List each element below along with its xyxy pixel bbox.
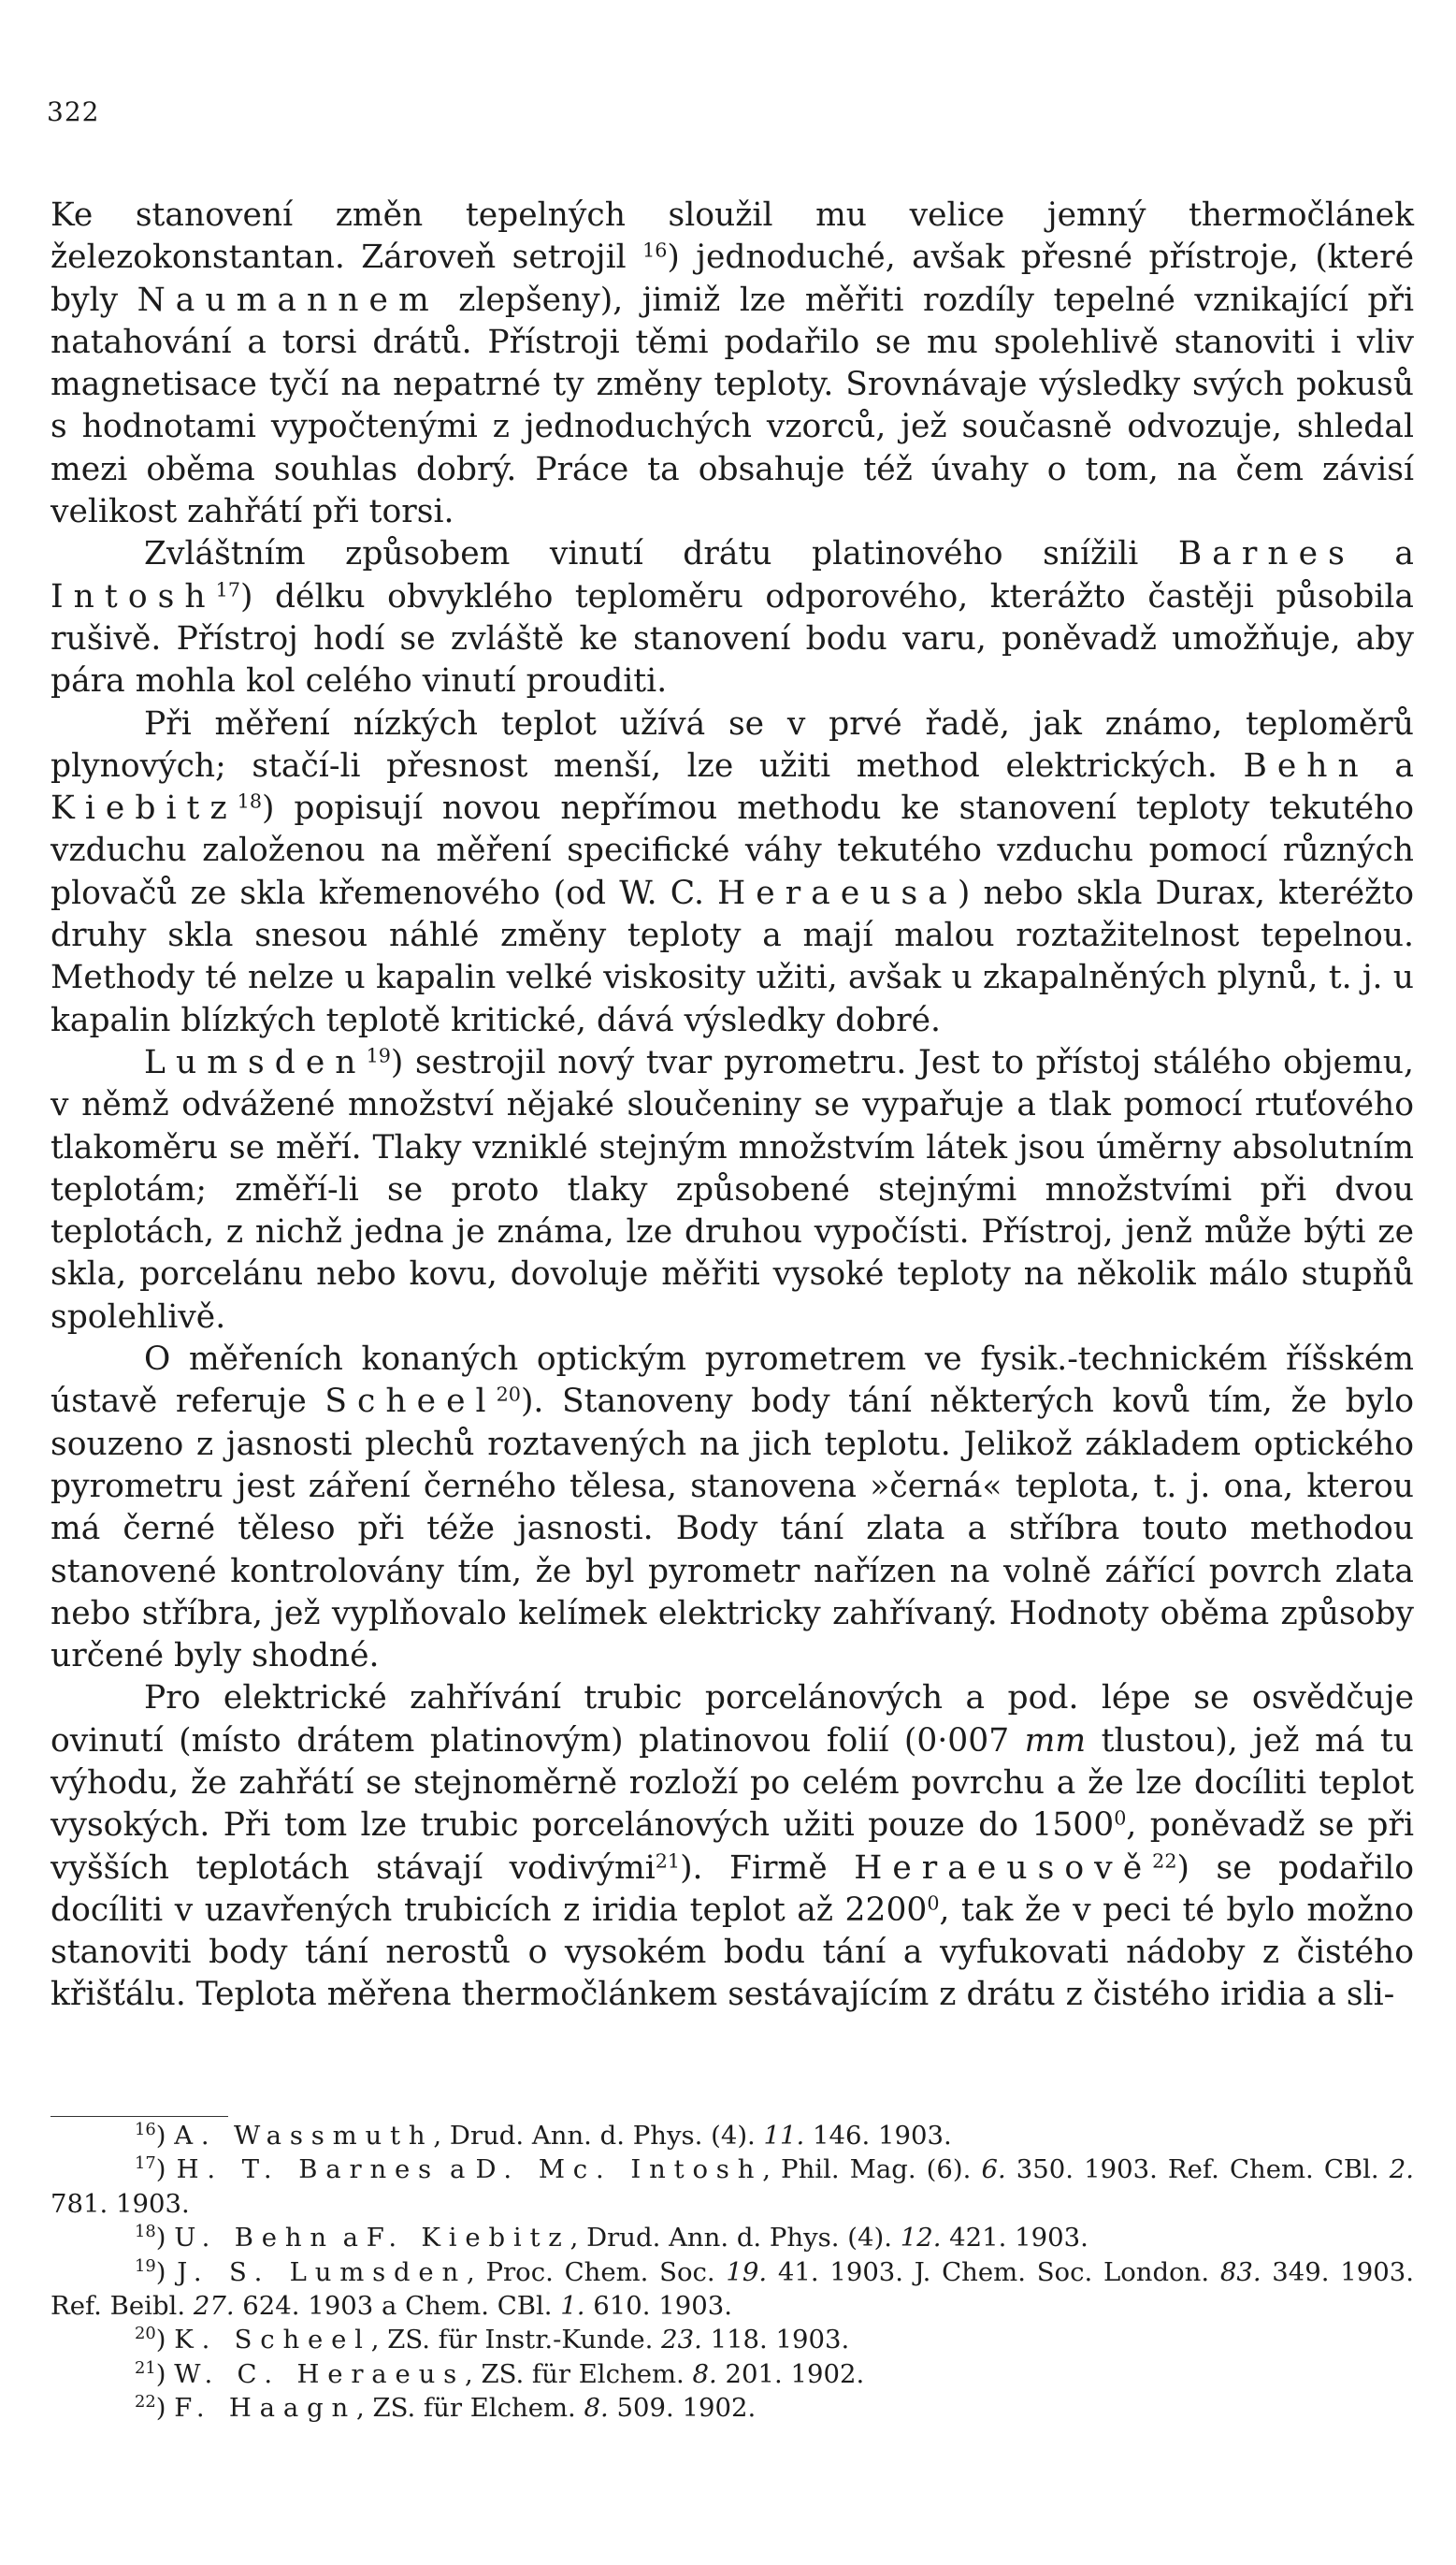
text-run: a (334, 2223, 367, 2253)
text-run: ) (155, 2358, 175, 2389)
italic-text: 27. (193, 2291, 235, 2322)
text-run: a (439, 2154, 476, 2185)
text-run: ) jednoduché, avšak přesné přístroje, (které byly (50, 239, 1414, 319)
author-name: F. Kiebitz (366, 2223, 570, 2253)
text-run: ) (155, 2121, 175, 2151)
body-text (50, 195, 1414, 2017)
text-run: 610. 1903. (584, 2291, 732, 2322)
footnote (50, 2221, 1414, 2254)
author-name: Naumannem (137, 281, 440, 319)
footnote-divider (50, 2116, 228, 2117)
author-name: D. Mc. Intosh (475, 2154, 763, 2185)
footnote (50, 2119, 1414, 2152)
italic-text: 19. (726, 2256, 768, 2287)
italic-text: 1. (560, 2291, 585, 2322)
text-run: ). Stanoveny body tání některých kovů tím, že bylo souzeno z jasnosti plechů roztavených na jich teplotu. Jelikož základem optického pyrometru jest záření černého tělesa, stanovena »černá« teplota, t. j. ona, kterou má černé těleso při téže jasnosti. Body tání zlata a stříbra touto methodou stanovené kontrolovány tím, že byl pyrometr nařízen na volně zářící povrch zlata nebo stříbra, jež vyplňovalo kelímek elektricky zahřívaný. Hodnoty oběma způsoby určené byly shodné. (50, 1383, 1414, 1675)
author-name: K. Scheel (174, 2325, 371, 2355)
reference-number: 21 (135, 2358, 156, 2379)
text-run: ) se podařilo docíliti v uzavřených trubicích z iridia teplot až 2200 (50, 1848, 1414, 1929)
italic-text: mm (1024, 1721, 1087, 1760)
italic-text: 8. (584, 2393, 609, 2424)
text-run: , tak že v peci té bylo možno stanoviti body tání nerostů o vysokém bodu tání a vyfukovati nádoby z čistého křišťálu. Teplota měřena thermočlánkem sestávajícím z drátu z čistého iridia a sli- (50, 1891, 1414, 2014)
author-name: H. T. Barnes (176, 2154, 440, 2185)
reference-number: 22 (135, 2392, 156, 2413)
text-run: ) (155, 2256, 178, 2287)
author-name: Lumsden (144, 1043, 367, 1081)
text-run: Ke stanovení změn tepelných sloužil mu velice jemný thermočlánek železokonstantan. Zároveň setrojil (50, 196, 1414, 277)
italic-text: 6. (981, 2154, 1006, 2185)
text-run: , Phil. Mag. (6). (762, 2154, 982, 2185)
text-run: ) (155, 2325, 175, 2355)
reference-number: 20 (496, 1383, 521, 1406)
text-run: , Drud. Ann. d. Phys. (4). (433, 2121, 764, 2151)
text-run: ). Firmě (680, 1848, 855, 1887)
footnote (50, 2357, 1414, 2391)
text-run: , ZS. für Elchem. (356, 2393, 584, 2424)
text-run: 624. 1903 a Chem. CBl. (234, 2291, 561, 2322)
italic-text: 23. (661, 2325, 702, 2355)
text-run: Pro elektrické zahřívání trubic porcelánových a pod. lépe se osvědčuje ovinutí (místo drátem platinovým) platinovou folií (0·007 (50, 1679, 1414, 1760)
text-run: , ZS. für Elchem. (465, 2358, 693, 2389)
reference-number: 17 (215, 578, 240, 601)
reference-number: 0 (1114, 1806, 1127, 1830)
italic-text: 8. (692, 2358, 717, 2389)
text-run: 201. 1902. (716, 2358, 865, 2389)
author-name: F. Haagn (174, 2393, 356, 2424)
footnotes (50, 2119, 1414, 2426)
reference-number: 19 (366, 1044, 391, 1067)
footnote (50, 2152, 1414, 2221)
paragraph (50, 703, 1414, 1042)
text-run: , Proc. Chem. Soc. (467, 2256, 727, 2287)
text-run: tlustou), jež má tu výhodu, že zahřátí se stejnoměrně rozloží po celém povrchu a že lze docíliti teplot vysokých. Při tom lze trubic porcelánových užiti pouze do 1500 (50, 1721, 1414, 1845)
text-run: Při měření nízkých teplot užívá se v prvé řadě, jak známo, teploměrů plynových; stačí-li přesnost menší, lze užiti method elektrických. (50, 704, 1414, 785)
text-run: ) délku obvyklého teploměru odporového, kterážto častěji působila rušivě. Přístroj hodí se zvláště ke stanovení bodu varu, poněvadž umožňuje, aby pára mohla kol celého vinutí prouditi. (50, 577, 1414, 701)
text-run: ) (155, 2154, 177, 2185)
paragraph (50, 1042, 1414, 1339)
text-run: Zvláštním způsobem vinutí drátu platinového snížili (144, 535, 1178, 573)
page-number: 322 (47, 96, 100, 127)
text-run: 350. 1903. Ref. Chem. CBl. (1005, 2154, 1390, 2185)
author-name: W. C. Heraeus (174, 2358, 465, 2389)
text-run: 781. 1903. (50, 2188, 190, 2219)
text-run: 509. 1902. (608, 2393, 757, 2424)
author-name: Heraeusa (717, 874, 958, 912)
author-name: Behn (1243, 746, 1369, 785)
text-run: 349. 1903. Ref. Beibl. (50, 2256, 1414, 2322)
reference-number: 19 (135, 2255, 156, 2276)
text-run: ) (155, 2393, 175, 2424)
reference-number: 20 (135, 2324, 156, 2344)
footnote (50, 2391, 1414, 2425)
text-run: a (1368, 746, 1414, 785)
reference-number: 22 (1152, 1849, 1177, 1873)
paragraph (50, 1677, 1414, 2016)
text-run: 421. 1903. (941, 2223, 1088, 2253)
italic-text: 12. (900, 2223, 942, 2253)
text-run: ) sestrojil nový tvar pyrometru. Jest to přístoj stálého objemu, v němž odvážené množství nějaké sloučeniny se vypařuje a tlak pomocí rtuťového tlakoměru se měří. Tlaky vzniklé stejným množstvím látek jsou úměrny absolutním teplotám; změří-li se proto tlaky způsobené stejnými množstvími při dvou teplotách, z nichž jedna je známa, lze druhou vypočísti. Přístroj, jenž může býti ze skla, porcelánu nebo kovu, dovoluje měřiti vysoké teploty na několik málo stupňů spolehlivě. (50, 1043, 1414, 1336)
author-name: U. Behn (174, 2223, 335, 2253)
author-name: Scheel (324, 1383, 497, 1421)
text-run: 118. 1903. (701, 2325, 850, 2355)
footnote (50, 2323, 1414, 2356)
reference-number: 17 (135, 2153, 156, 2174)
author-name: A. Wassmuth (174, 2121, 434, 2151)
text-run: ) (155, 2223, 175, 2253)
reference-number: 21 (655, 1849, 681, 1873)
author-name: Barnes (1177, 535, 1355, 573)
text-run: 41. 1903. J. Chem. Soc. London. (767, 2256, 1220, 2287)
author-name: J. S. Lumsden (177, 2256, 468, 2287)
paragraph (50, 1339, 1414, 1677)
reference-number: 18 (237, 790, 262, 813)
italic-text: 11. (763, 2121, 805, 2151)
text-run: zlepšeny), jimiž lze měřiti rozdíly tepelné vznikající při natahování a torsi drátů. Přístroji těmi podařilo se mu spolehlivě stanoviti i vliv magnetisace tyčí na nepatrné ty změny teploty. Srovnávaje výsledky svých pokusů s hodnotami vypočtenými z jednoduchých vzorců, jež současně odvozuje, shledal mezi oběma souhlas dobrý. Práce ta obsahuje též úvahy o tom, na čem závisí velikost zahřátí při torsi. (50, 281, 1414, 531)
reference-number: 18 (135, 2222, 156, 2242)
paragraph (50, 195, 1414, 533)
reference-number: 16 (135, 2120, 156, 2140)
text-run: , Drud. Ann. d. Phys. (4). (569, 2223, 901, 2253)
author-name: Heraeusově (854, 1848, 1153, 1887)
text-run: 146. 1903. (804, 2121, 952, 2151)
text-run: O měřeních konaných optickým pyrometrem ve fysik.-technickém říšském ústavě referuje (50, 1340, 1414, 1421)
text-run: , ZS. für Instr.-Kunde. (370, 2325, 662, 2355)
italic-text: 2. (1389, 2154, 1414, 2185)
text-run: ) nebo skla Durax, kteréžto druhy skla snesou náhlé změny teploty a mají malou roztažitelnost tepelnou. Methody té nelze u kapalin velké viskosity užiti, avšak u zkapalněných plynů, t. j. u kapalin blízkých teplotě kritické, dává výsledky dobré. (50, 874, 1414, 1039)
italic-text: 83. (1219, 2256, 1261, 2287)
paragraph (50, 533, 1414, 703)
author-name: Intosh (50, 577, 216, 616)
footnote (50, 2255, 1414, 2324)
reference-number: 0 (927, 1891, 940, 1915)
text-run: ) popisují novou nepřímou methodu ke stanovení teploty tekutého vzduchu založenou na měření specifické váhy tekutého vzduchu pomocí různých plovačů ze skla křemenového (od W. C. (50, 790, 1414, 912)
text-run: a (1354, 535, 1414, 573)
reference-number: 16 (642, 239, 668, 262)
text-run: , poněvadž se při vyšších teplotách stávají vodivými (50, 1806, 1414, 1887)
author-name: Kiebitz (50, 790, 238, 828)
